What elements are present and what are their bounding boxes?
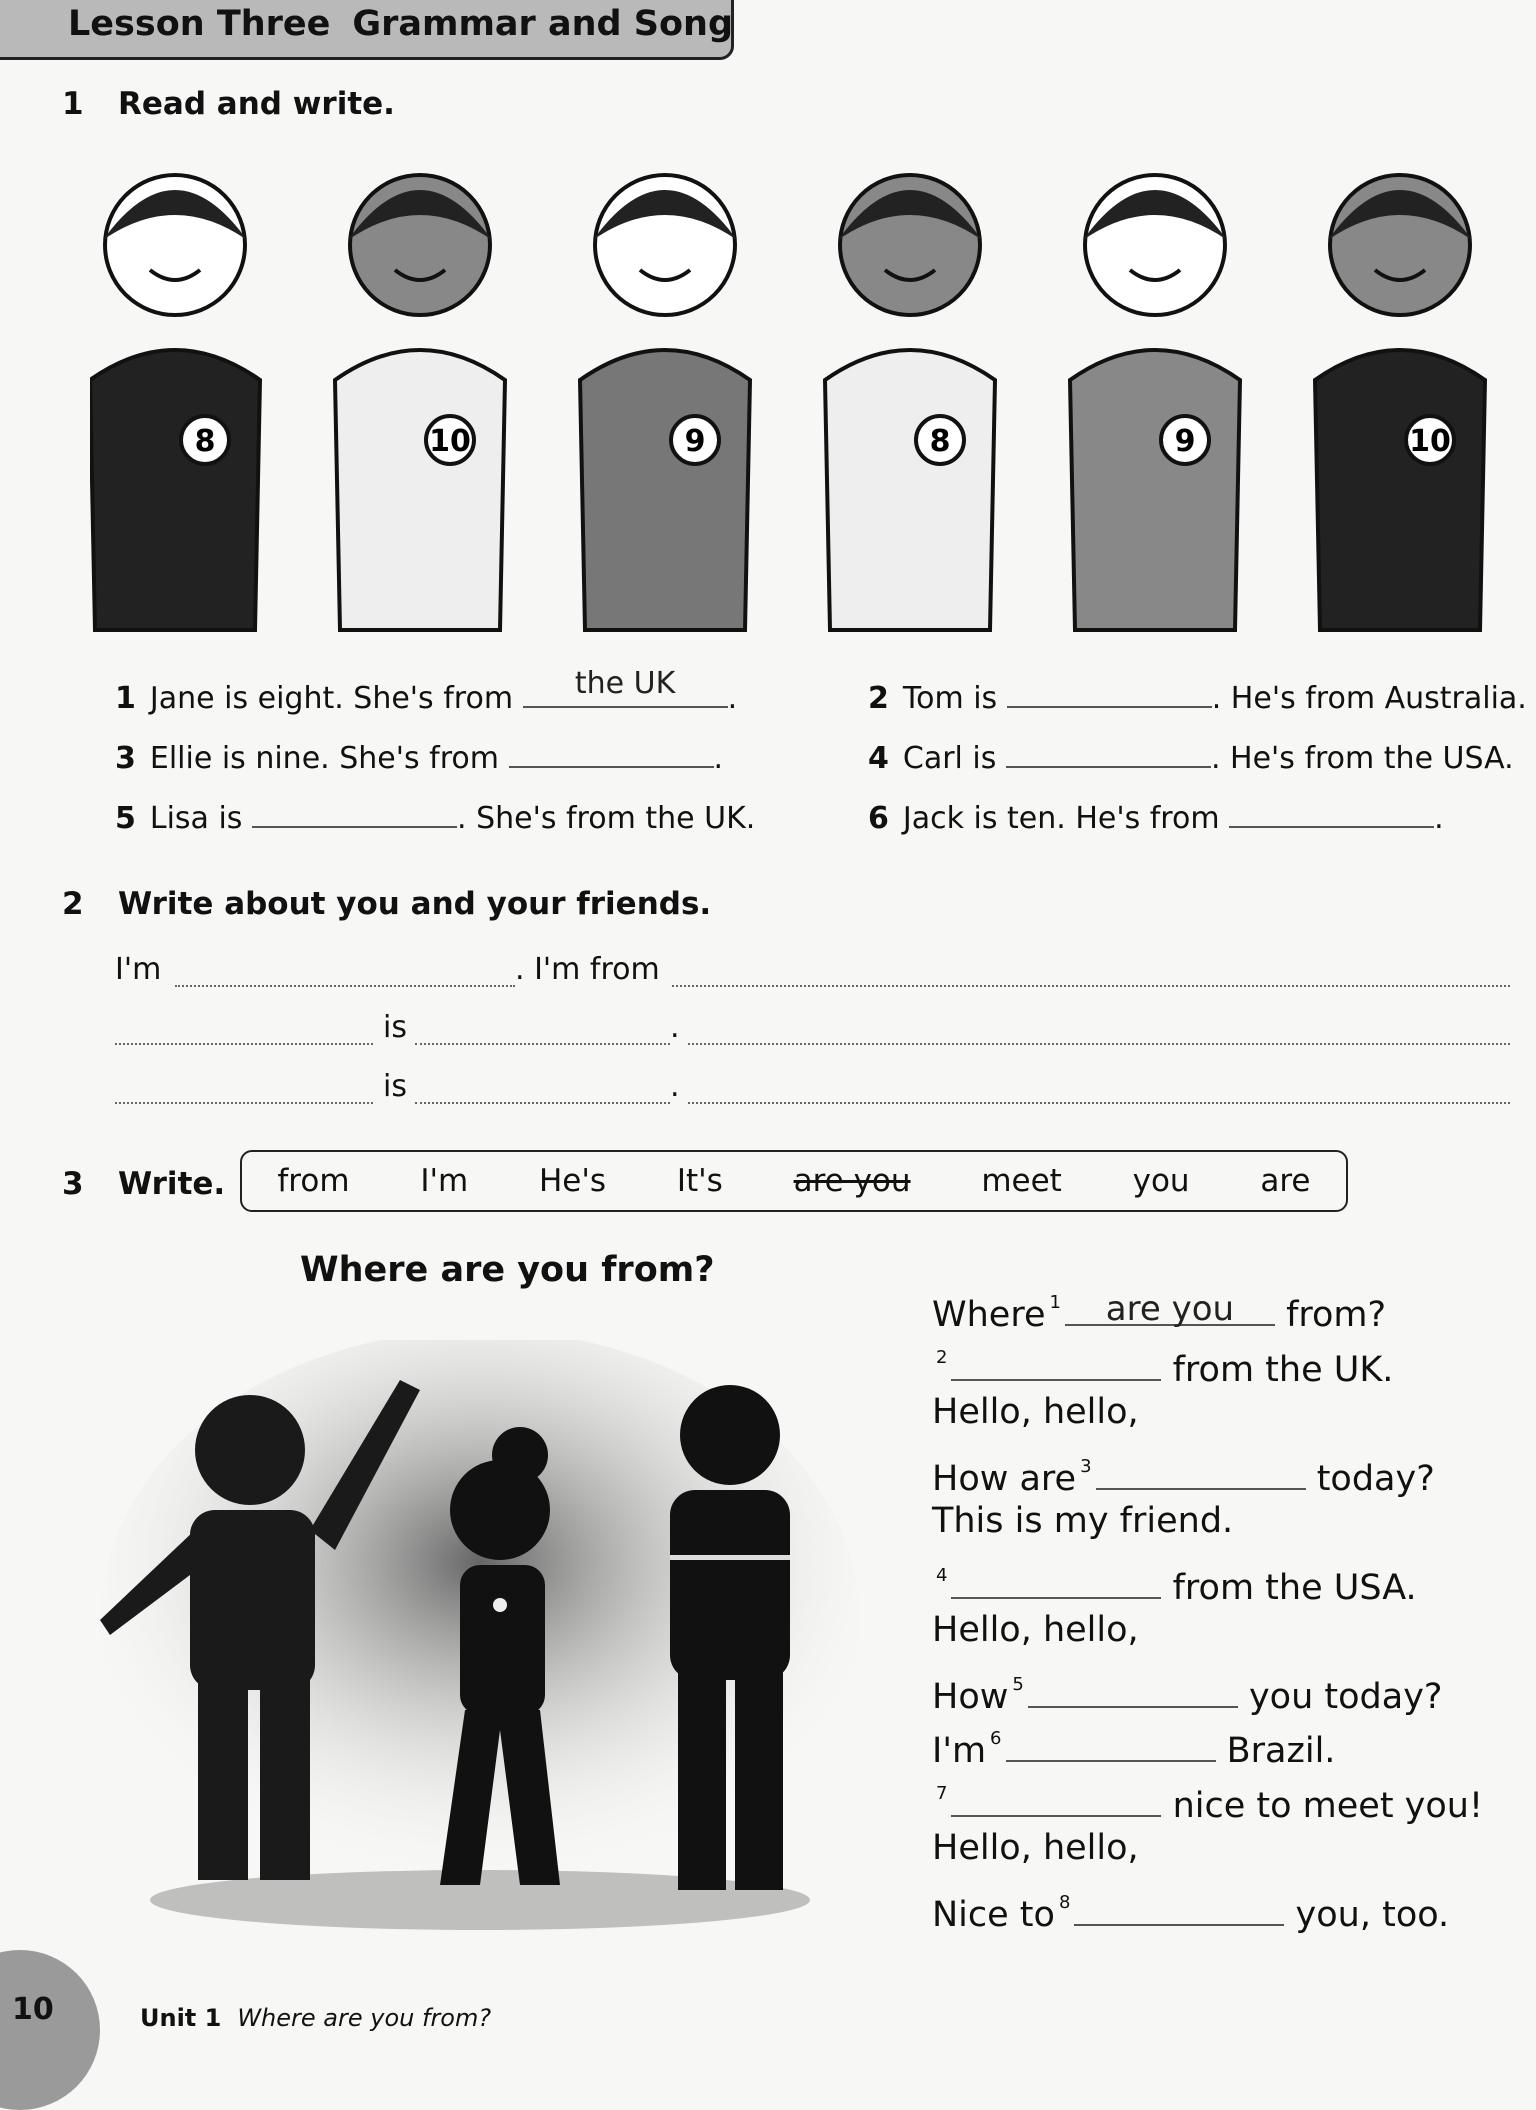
sentence-before: Lisa is (149, 801, 243, 836)
section-number: 2 (62, 886, 84, 922)
song-after: from the UK. (1172, 1349, 1394, 1390)
song-line (932, 1658, 1483, 1717)
child-body (825, 350, 995, 630)
gap-blank[interactable] (1028, 1672, 1238, 1708)
word-box (240, 1150, 1348, 1212)
child-figure (1315, 175, 1485, 630)
gap-number: 5 (1012, 1673, 1024, 1695)
gap-number: 4 (936, 1564, 948, 1586)
song-after: you, too. (1295, 1894, 1450, 1935)
handwritten-answer: are you (1105, 1289, 1235, 1329)
sentence-before: Ellie is nine. She's from (149, 741, 499, 776)
child-body (1070, 350, 1240, 630)
answer-blank[interactable] (1006, 736, 1211, 768)
dot: . (670, 1069, 680, 1104)
child-figure (1070, 175, 1240, 630)
sentence-after: . He's from Australia. (1211, 681, 1527, 716)
sentence-number: 6 (868, 801, 889, 836)
child-figure (335, 175, 505, 630)
name-line[interactable] (175, 985, 515, 987)
sentence-before: Jack is ten. He's from (902, 801, 1220, 836)
answer-blank[interactable] (252, 796, 457, 828)
word-option: I'm (420, 1163, 469, 1199)
song-text: Hello, hello, (932, 1828, 1139, 1868)
song-lyrics (932, 1276, 1484, 1935)
sentence-after: . He's from the USA. (1210, 741, 1514, 776)
child-body (1315, 350, 1485, 630)
gap-number: 8 (1058, 1891, 1071, 1913)
footer-title: Where are you from? (237, 2004, 492, 2032)
song-before: Where (932, 1295, 1046, 1335)
children-illustration (90, 150, 1510, 650)
sentence-number: 2 (868, 681, 889, 716)
song-text: Hello, hello, (932, 1610, 1139, 1650)
song-title: Where are you from? (300, 1250, 715, 1290)
song-line (932, 1440, 1483, 1499)
song-line (932, 1331, 1483, 1390)
age-badge-number: 10 (1409, 424, 1451, 459)
sentence-6 (868, 796, 1444, 836)
child-figure (825, 175, 995, 630)
friend1-country-line[interactable] (688, 1043, 1510, 1045)
friend1-name-line[interactable] (115, 1043, 373, 1045)
sentence-after: . (727, 681, 738, 716)
song-after: you today? (1248, 1676, 1443, 1717)
song-after: from? (1286, 1295, 1387, 1335)
age-badge-number: 8 (194, 424, 216, 459)
song-after: from the USA. (1172, 1567, 1417, 1608)
gap-blank[interactable] (1006, 1726, 1216, 1762)
song-illustration (80, 1340, 860, 1940)
sentence-before: Carl is (902, 741, 997, 776)
sentence-number: 5 (115, 801, 136, 836)
word-option: He's (538, 1163, 607, 1199)
sentence-after: . (713, 741, 724, 776)
age-badge-number: 10 (429, 424, 471, 459)
gap-number: 3 (1080, 1455, 1092, 1477)
child-figure (90, 175, 260, 630)
age-badge-number: 9 (1174, 424, 1196, 459)
friend2-country-line[interactable] (688, 1102, 1510, 1104)
im-from-label: . I'm from (515, 952, 660, 987)
friend2-age-line[interactable] (415, 1102, 670, 1104)
song-after: Brazil. (1226, 1731, 1336, 1771)
sentence-number: 4 (868, 741, 889, 776)
sentence-5 (115, 796, 755, 836)
age-badge-number: 9 (684, 424, 706, 459)
is-label: is (383, 1010, 407, 1045)
gap-blank[interactable] (951, 1563, 1161, 1599)
song-before: Nice to (932, 1894, 1055, 1935)
gap-blank[interactable] (1074, 1890, 1284, 1926)
gap-blank[interactable] (1065, 1289, 1275, 1329)
section-number: 3 (62, 1166, 84, 1202)
song-before: How are (932, 1458, 1077, 1499)
friend2-name-line[interactable] (115, 1102, 373, 1104)
child-body (580, 350, 750, 630)
section-number: 1 (62, 86, 84, 122)
song-line (932, 1385, 1483, 1440)
im-label: I'm (115, 952, 162, 987)
word-option: It's (676, 1163, 723, 1199)
gap-number: 7 (936, 1782, 948, 1804)
gap-number: 6 (990, 1728, 1002, 1749)
song-line (932, 1549, 1483, 1608)
song-after: nice to meet you! (1172, 1785, 1484, 1826)
answer-blank[interactable] (523, 666, 728, 708)
lesson-header (68, 4, 733, 44)
song-line (932, 1821, 1483, 1876)
section-2-heading (62, 886, 711, 922)
footer-unit: Unit 1 (140, 2004, 222, 2032)
lesson-label: Lesson Three (68, 4, 331, 44)
sentence-3 (115, 736, 723, 776)
word-crossed-out: are you (793, 1163, 911, 1199)
section-instruction: Write about you and your friends. (118, 886, 712, 922)
handwritten-answer: the UK (574, 666, 676, 701)
answer-blank[interactable] (1229, 796, 1434, 828)
lesson-title: Grammar and Song (352, 4, 733, 44)
word-option: from (277, 1163, 350, 1199)
song-line (932, 1767, 1484, 1826)
page-number: 10 (12, 1992, 54, 2027)
section-instruction: Read and write. (118, 86, 395, 122)
song-line (932, 1712, 1483, 1771)
gap-blank[interactable] (951, 1781, 1161, 1817)
sentence-number: 1 (115, 681, 136, 716)
sentence-number: 3 (115, 741, 136, 776)
sentence-after: . She's from the UK. (457, 801, 756, 836)
age-badge-number: 8 (929, 424, 951, 459)
song-line (932, 1494, 1483, 1549)
friend1-age-line[interactable] (415, 1043, 670, 1045)
sentence-before: Jane is eight. She's from (149, 681, 514, 716)
child-figure (580, 175, 750, 630)
song-before: How (932, 1676, 1009, 1717)
song-before: I'm (932, 1731, 987, 1771)
section-3-heading (62, 1166, 225, 1202)
song-line (932, 1276, 1483, 1335)
country-line[interactable] (672, 985, 1510, 987)
answer-blank[interactable] (509, 736, 714, 768)
gap-blank[interactable] (951, 1345, 1161, 1381)
sentence-after: . (1434, 801, 1444, 836)
child-body (335, 350, 505, 630)
gap-blank[interactable] (1096, 1454, 1306, 1490)
answer-blank[interactable] (1007, 676, 1212, 708)
word-option: are (1260, 1163, 1311, 1199)
sentence-2 (868, 676, 1527, 716)
gap-number: 1 (1049, 1292, 1061, 1313)
song-line (932, 1876, 1483, 1935)
word-option: meet (981, 1163, 1062, 1199)
song-text: Hello, hello, (932, 1392, 1139, 1432)
section-instruction: Write. (118, 1166, 226, 1202)
sentence-1 (115, 666, 738, 716)
song-line (932, 1603, 1483, 1658)
song-after: today? (1316, 1458, 1435, 1499)
sentence-before: Tom is (902, 681, 998, 716)
is-label: is (383, 1069, 407, 1104)
song-text: This is my friend. (932, 1501, 1234, 1541)
footer (140, 2004, 491, 2032)
dot: . (670, 1010, 680, 1045)
sentence-4 (868, 736, 1514, 776)
word-option: you (1132, 1163, 1190, 1199)
page-number-circle (0, 1950, 100, 2110)
gap-number: 2 (936, 1346, 948, 1368)
section-1-heading (62, 86, 395, 122)
child-body (90, 350, 260, 630)
